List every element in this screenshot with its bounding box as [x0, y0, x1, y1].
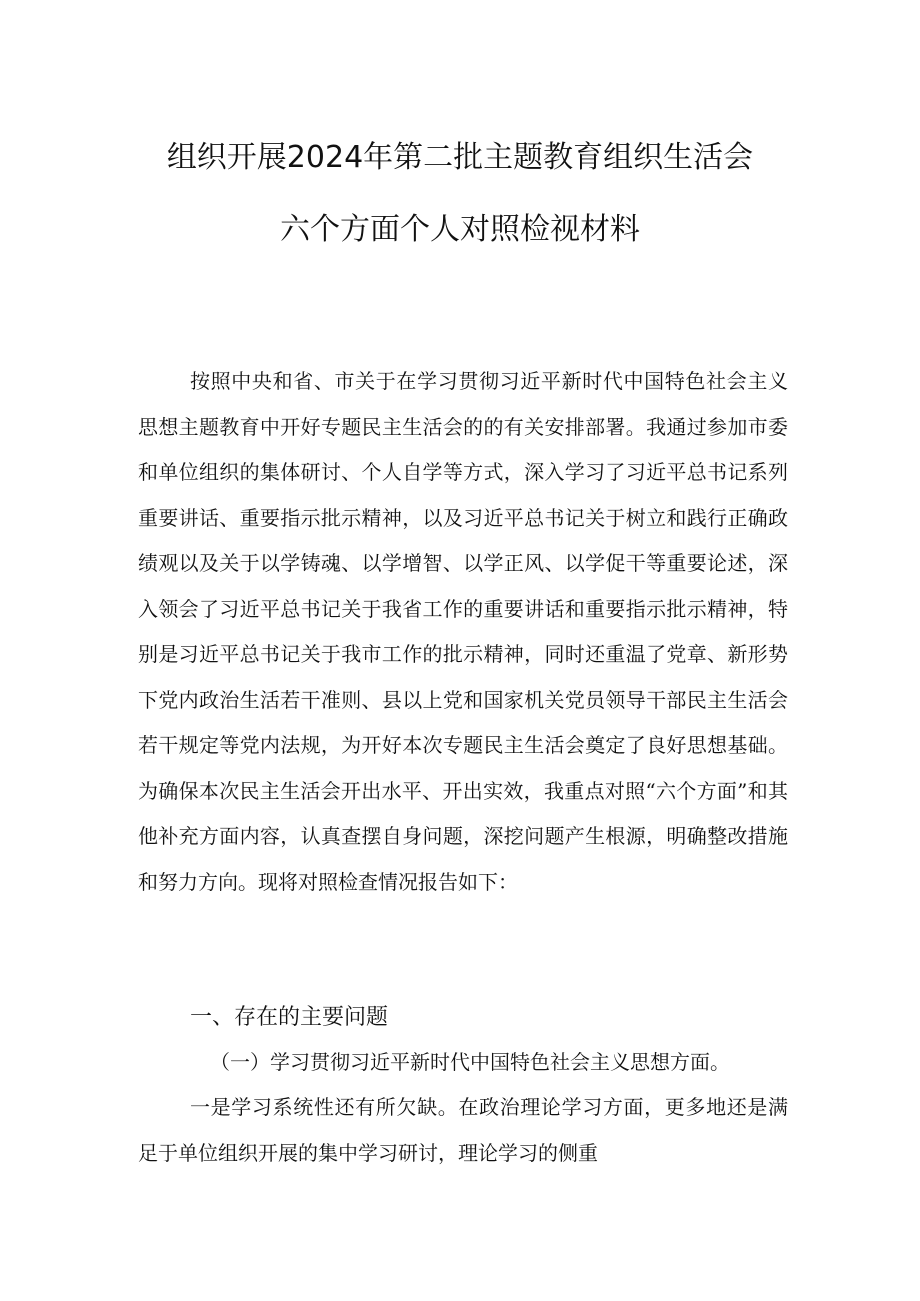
section-heading: 一、存在的主要问题	[190, 1005, 389, 1030]
document-title-line-1: 组织开展2024年第二批主题教育组织生活会	[166, 140, 754, 175]
point-paragraph: 一是学习系统性还有所欠缺。在政治理论学习方面，更多地还是满足于单位组织开展的集中学习研讨，理论学习的侧重	[138, 1095, 788, 1165]
intro-paragraph: 按照中央和省、市关于在学习贯彻习近平新时代中国特色社会主义思想主题教育中开好专题民主生活会的的有关安排部署。我通过参加市委和单位组织的集体研讨、个人自学等方式，深入学习了习近平总书记系列重要讲话、重要指示批示精神，以及习近平总书记关于树立和践行正确政绩观以及关于以学铸魂、以学增智、以学正风、以学促干等重要论述，深入领会了习近平总书记关于我省工作的重要讲话和重要指示批示精神，特别是习近平总书记关于我市工作的批示精神，同时还重温了党章、新形势下党内政治生活若干准则、县以上党和国家机关党员领导干部民主生活会若干规定等党内法规，为开好本次专题民主生活会奠定了良好思想基础。为确保本次民主生活会开出水平、开出实效，我重点对照“六个方面”和其他补充方面内容，认真查摆自身问题，深挖问题产生根源，明确整改措施和努力方向。现将对照检查情况报告如下：	[138, 369, 788, 894]
subsection-heading: （一）学习贯彻习近平新时代中国特色社会主义思想方面。	[210, 1050, 730, 1074]
document-title-line-2: 六个方面个人对照检视材料	[280, 212, 640, 247]
